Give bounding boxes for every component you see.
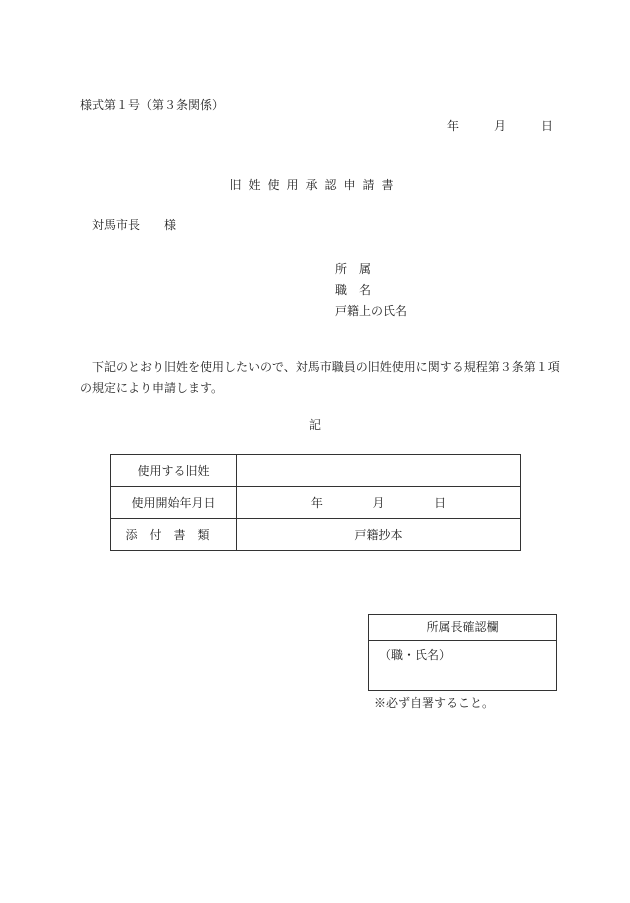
start-date-label: 使用開始年月日 [111,487,237,519]
start-date-value[interactable] [237,487,521,519]
form-number: 様式第１号（第３条関係） [80,98,225,112]
attachments-value: 戸籍抄本 [237,519,521,551]
registered-name-label: 戸籍上の氏名 [335,304,408,318]
former-surname-value[interactable] [237,455,521,487]
start-date-day: 日 [434,496,447,510]
confirmation-field[interactable]: （職・氏名） [379,648,452,662]
attachments-label: 添付書類 [111,519,237,551]
date-year-label: 年 [447,119,460,133]
start-date-month: 月 [372,496,385,510]
date-month-label: 月 [494,119,507,133]
addressee-name: 対馬市長 [92,218,141,232]
date-day-label: 日 [541,119,554,133]
start-date-year: 年 [310,496,323,510]
addressee [92,219,176,231]
table-row [111,519,521,551]
application-table [110,454,521,551]
applicant-block [335,259,407,322]
supervisor-confirmation-box [368,614,557,691]
table-row [111,487,521,519]
affiliation-label: 所 属 [335,262,372,276]
former-surname-label: 使用する旧姓 [111,455,237,487]
ki-heading: 記 [308,418,321,432]
request-body-text: 下記のとおり旧姓を使用したいので、対馬市職員の旧姓使用に関する規程第３条第１項の規定により申請します。 [80,360,560,395]
table-row [111,455,521,487]
document-title: 旧姓使用承認申請書 [229,178,401,192]
confirmation-title: 所属長確認欄 [369,615,556,641]
position-label: 職 名 [335,283,372,297]
addressee-honorific: 様 [164,218,177,232]
signature-note: ※必ず自署すること。 [374,696,495,710]
